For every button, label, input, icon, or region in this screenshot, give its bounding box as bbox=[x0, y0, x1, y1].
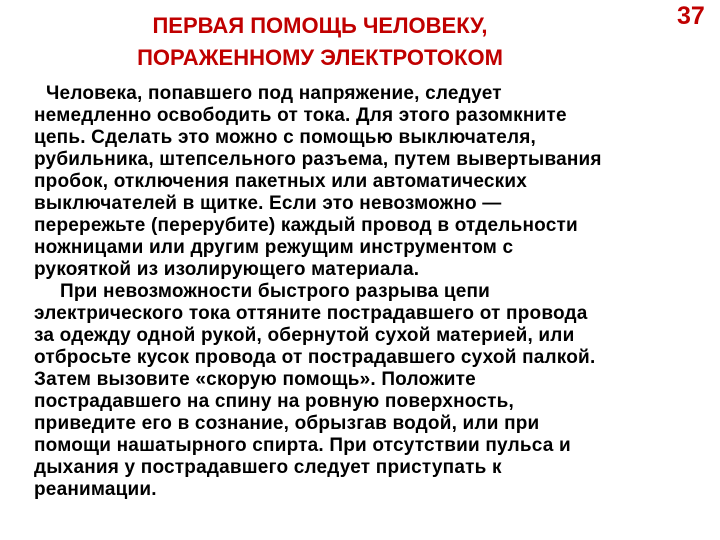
paragraph-line: выключателей в щитке. Если это невозможно — bbox=[34, 193, 502, 214]
paragraph-line: помощи нашатырного спирта. При отсутствии пульса и bbox=[34, 435, 571, 456]
paragraph-line: приведите его в сознание, обрызгав водой, или при bbox=[34, 413, 540, 434]
paragraph-line: перережьте (перерубите) каждый провод в отдельности bbox=[34, 215, 578, 236]
title-line-1: ПЕРВАЯ ПОМОЩЬ ЧЕЛОВЕКУ, bbox=[152, 13, 488, 38]
paragraph-line: пробок, отключения пакетных или автоматических bbox=[34, 171, 528, 192]
paragraph-line: за одежду одной рукой, обернутой сухой материей, или bbox=[34, 325, 575, 346]
paragraph-line: цепь. Сделать это можно с помощью выключателя, bbox=[34, 127, 537, 148]
body-text bbox=[34, 83, 714, 501]
paragraph-line: реанимации. bbox=[34, 479, 157, 500]
slide-number: 37 bbox=[677, 2, 705, 30]
paragraph-line: пострадавшего на спину на ровную поверхность, bbox=[34, 391, 514, 412]
paragraph-line: ножницами или другим режущим инструментом с bbox=[34, 237, 514, 258]
title-line-2: ПОРАЖЕННОМУ ЭЛЕКТРОТОКОМ bbox=[137, 45, 503, 70]
paragraph-line: немедленно освободить от тока. Для этого разомкните bbox=[34, 105, 567, 126]
paragraph-line: дыхания у пострадавшего следует приступать к bbox=[34, 457, 502, 478]
paragraph-line: Затем вызовите «скорую помощь». Положите bbox=[34, 369, 476, 390]
paragraph-line: рукояткой из изолирующего материала. bbox=[34, 259, 420, 280]
paragraph-1 bbox=[34, 83, 714, 281]
paragraph-line: отбросьте кусок провода от пострадавшего сухой палкой. bbox=[34, 347, 596, 368]
paragraph-line: Человека, попавшего под напряжение, следует bbox=[46, 83, 502, 104]
paragraph-line: электрического тока оттяните пострадавшего от провода bbox=[34, 303, 588, 324]
paragraph-line: рубильника, штепсельного разъема, путем вывертывания bbox=[34, 149, 602, 170]
paragraph-2 bbox=[34, 281, 714, 501]
page-title bbox=[100, 10, 540, 74]
paragraph-line: При невозможности быстрого разрыва цепи bbox=[60, 281, 491, 302]
